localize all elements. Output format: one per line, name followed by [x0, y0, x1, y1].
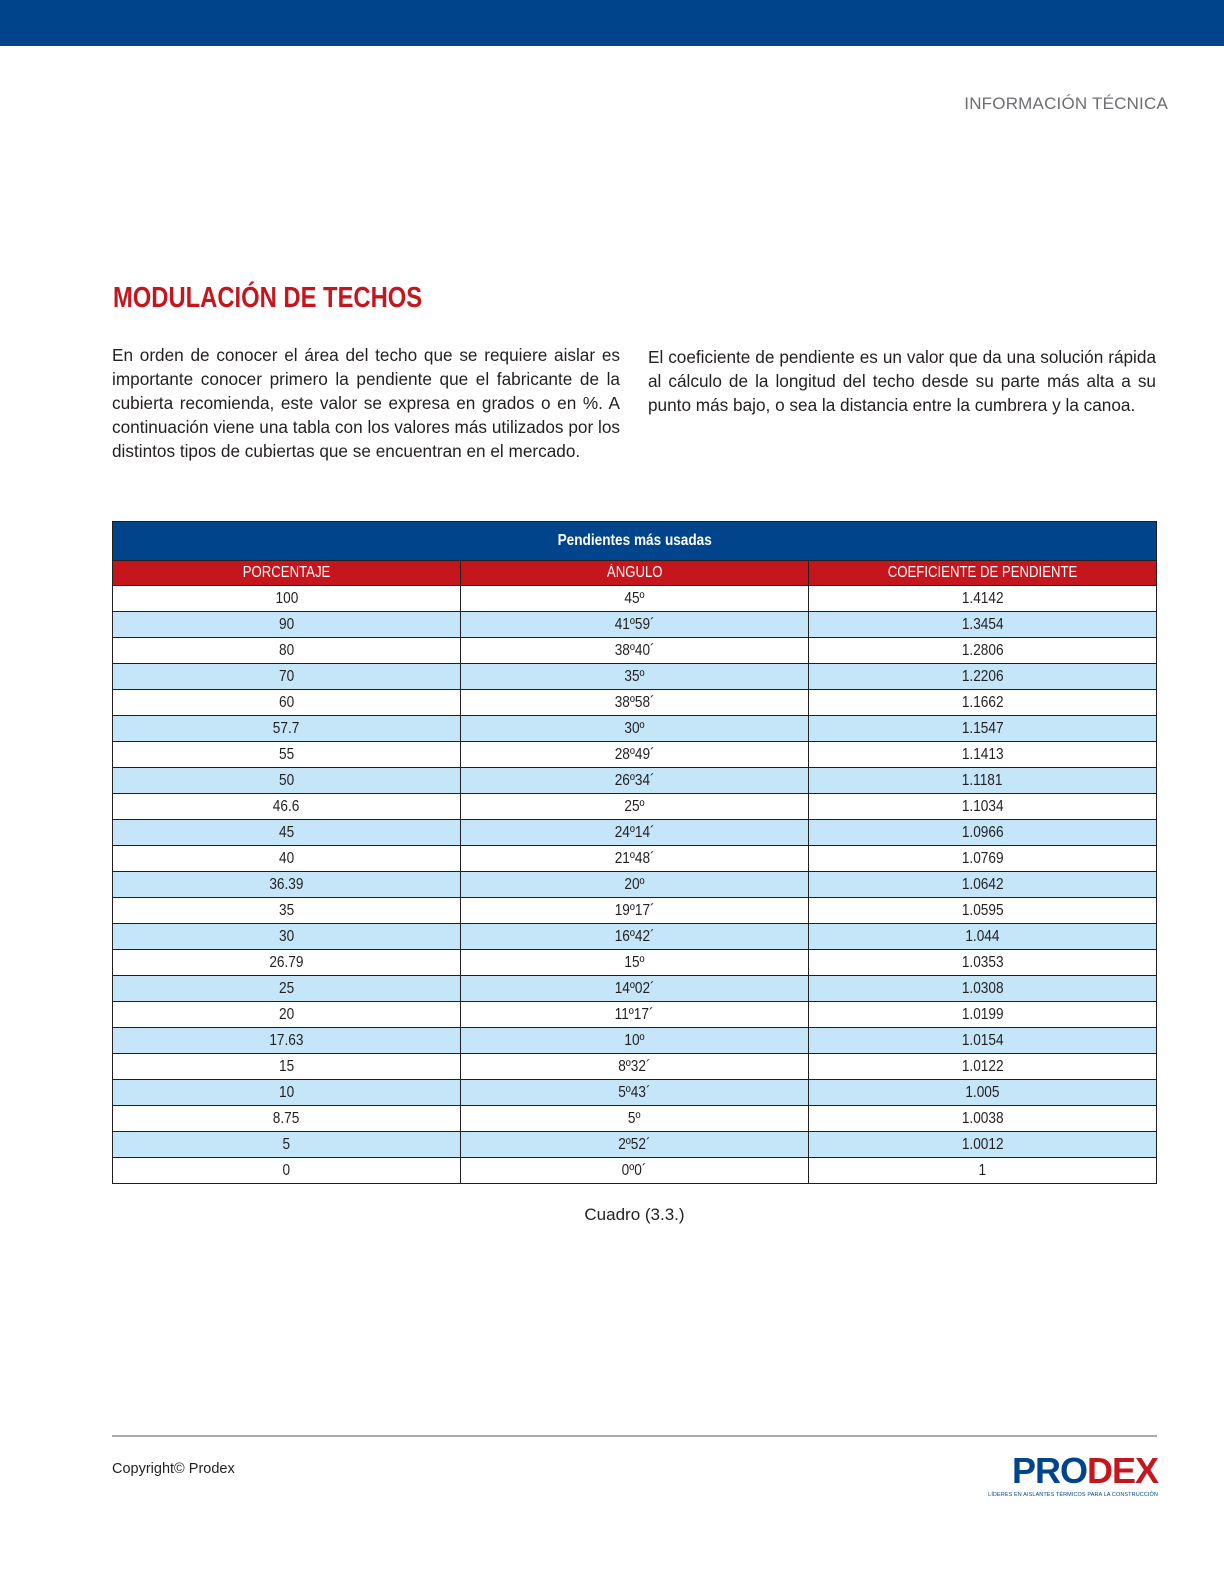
- angle-cell: [461, 1158, 809, 1184]
- percentage-cell: [113, 638, 461, 664]
- cell-value: 35: [278, 901, 295, 919]
- cell-value: 0º0´: [622, 1161, 647, 1179]
- cell-value: 19º17´: [614, 901, 655, 919]
- percentage-cell: [113, 1106, 461, 1132]
- percentage-cell: [113, 898, 461, 924]
- cell-value: 2º52´: [618, 1135, 651, 1153]
- percentage-cell: [113, 1028, 461, 1054]
- column-header-percentage: [113, 561, 461, 586]
- cell-value: 21º48´: [614, 849, 655, 867]
- table-row: [113, 586, 1157, 612]
- percentage-cell: [113, 950, 461, 976]
- angle-cell: [461, 820, 809, 846]
- table-row: [113, 846, 1157, 872]
- angle-cell: [461, 794, 809, 820]
- coefficient-cell: [809, 690, 1157, 716]
- cell-value: 55: [278, 745, 295, 763]
- logo-tagline: LÍDERES EN AISLANTES TÉRMICOS PARA LA CONSTRUCCIÓN: [988, 1492, 1158, 1498]
- table-title-text: Pendientes más usadas: [557, 532, 712, 549]
- angle-cell: [461, 1054, 809, 1080]
- slopes-table: [112, 521, 1157, 1184]
- coefficient-cell: [809, 898, 1157, 924]
- table-title: [113, 522, 1157, 561]
- table-row: [113, 950, 1157, 976]
- cell-value: 1.2806: [961, 641, 1004, 659]
- cell-value: 38º40´: [614, 641, 655, 659]
- cell-value: 14º02´: [614, 979, 655, 997]
- coefficient-cell: [809, 1054, 1157, 1080]
- cell-value: 1.1662: [961, 693, 1004, 711]
- column-header-text: ÁNGULO: [606, 564, 663, 581]
- percentage-cell: [113, 820, 461, 846]
- table-row: [113, 1080, 1157, 1106]
- cell-value: 10: [278, 1083, 295, 1101]
- coefficient-cell: [809, 924, 1157, 950]
- cell-value: 25: [278, 979, 295, 997]
- cell-value: 40: [278, 849, 295, 867]
- cell-value: 10º: [624, 1031, 645, 1049]
- cell-value: 1: [978, 1161, 987, 1179]
- angle-cell: [461, 586, 809, 612]
- coefficient-cell: [809, 794, 1157, 820]
- slopes-table-container: [112, 521, 1157, 1224]
- cell-value: 1.1034: [961, 797, 1004, 815]
- coefficient-cell: [809, 638, 1157, 664]
- percentage-cell: [113, 690, 461, 716]
- cell-value: 0: [282, 1161, 291, 1179]
- table-row: [113, 1002, 1157, 1028]
- coefficient-cell: [809, 872, 1157, 898]
- percentage-cell: [113, 872, 461, 898]
- coefficient-cell: [809, 1080, 1157, 1106]
- coefficient-cell: [809, 1158, 1157, 1184]
- angle-cell: [461, 976, 809, 1002]
- table-row: [113, 976, 1157, 1002]
- table-row: [113, 768, 1157, 794]
- table-row: [113, 820, 1157, 846]
- cell-value: 1.0353: [961, 953, 1004, 971]
- cell-value: 5: [282, 1135, 291, 1153]
- cell-value: 5º: [628, 1109, 641, 1127]
- coefficient-cell: [809, 976, 1157, 1002]
- coefficient-cell: [809, 1002, 1157, 1028]
- angle-cell: [461, 768, 809, 794]
- table-header-row: [113, 561, 1157, 586]
- angle-cell: [461, 1132, 809, 1158]
- cell-value: 90: [278, 615, 295, 633]
- coefficient-cell: [809, 846, 1157, 872]
- cell-value: 1.005: [965, 1083, 1000, 1101]
- percentage-cell: [113, 794, 461, 820]
- angle-cell: [461, 924, 809, 950]
- cell-value: 80: [278, 641, 295, 659]
- cell-value: 36.39: [269, 875, 304, 893]
- section-label: INFORMACIÓN TÉCNICA: [964, 94, 1168, 113]
- cell-value: 1.1181: [962, 771, 1003, 789]
- cell-value: 16º42´: [614, 927, 655, 945]
- cell-value: 30: [278, 927, 295, 945]
- table-row: [113, 924, 1157, 950]
- table-row: [113, 1158, 1157, 1184]
- cell-value: 60: [278, 693, 295, 711]
- cell-value: 38º58´: [614, 693, 655, 711]
- cell-value: 26º34´: [614, 771, 655, 789]
- logo-text-red: DEX: [1086, 1450, 1158, 1491]
- column-header-angle: [461, 561, 809, 586]
- cell-value: 1.2206: [961, 667, 1004, 685]
- cell-value: 1.0308: [961, 979, 1004, 997]
- cell-value: 1.044: [965, 927, 1000, 945]
- cell-value: 1.0642: [961, 875, 1004, 893]
- table-row: [113, 638, 1157, 664]
- cell-value: 1.4142: [961, 589, 1004, 607]
- angle-cell: [461, 1028, 809, 1054]
- table-row: [113, 1106, 1157, 1132]
- table-row: [113, 664, 1157, 690]
- cell-value: 20: [278, 1005, 295, 1023]
- angle-cell: [461, 846, 809, 872]
- column-header-text: PORCENTAJE: [242, 564, 331, 581]
- table-caption: Cuadro (3.3.): [584, 1205, 685, 1224]
- coefficient-cell: [809, 612, 1157, 638]
- coefficient-cell: [809, 820, 1157, 846]
- percentage-cell: [113, 846, 461, 872]
- cell-value: 41º59´: [614, 615, 655, 633]
- cell-value: 57.7: [273, 719, 300, 737]
- intro-paragraph-left: En orden de conocer el área del techo que se requiere aislar es importante conocer primero la pendiente que el fabricante de la cubierta recomienda, este valor se expresa en grados o en %. A continuación viene una tabla con los valores más utilizados por los distintos tipos de cubiertas que se encuentran en el mercado.: [112, 345, 620, 461]
- cell-value: 45º: [624, 589, 645, 607]
- table-row: [113, 872, 1157, 898]
- angle-cell: [461, 950, 809, 976]
- cell-value: 1.0966: [961, 823, 1004, 841]
- percentage-cell: [113, 1080, 461, 1106]
- cell-value: 45: [278, 823, 295, 841]
- percentage-cell: [113, 976, 461, 1002]
- cell-value: 8º32´: [618, 1057, 651, 1075]
- table-row: [113, 742, 1157, 768]
- table-row: [113, 690, 1157, 716]
- percentage-cell: [113, 664, 461, 690]
- cell-value: 20º: [624, 875, 645, 893]
- table-row: [113, 716, 1157, 742]
- cell-value: 1.0199: [961, 1005, 1004, 1023]
- copyright-text: Copyright© Prodex: [112, 1461, 235, 1477]
- cell-value: 1.0769: [961, 849, 1004, 867]
- cell-value: 30º: [624, 719, 645, 737]
- table-row: [113, 1132, 1157, 1158]
- table-row: [113, 898, 1157, 924]
- logo-wordmark: [1011, 1450, 1158, 1491]
- percentage-cell: [113, 1002, 461, 1028]
- coefficient-cell: [809, 768, 1157, 794]
- column-header-coefficient: [809, 561, 1157, 586]
- cell-value: 70: [278, 667, 295, 685]
- cell-value: 24º14´: [614, 823, 655, 841]
- cell-value: 1.0595: [961, 901, 1004, 919]
- angle-cell: [461, 742, 809, 768]
- angle-cell: [461, 716, 809, 742]
- angle-cell: [461, 690, 809, 716]
- column-header-text: COEFICIENTE DE PENDIENTE: [887, 564, 1078, 581]
- cell-value: 35º: [624, 667, 645, 685]
- cell-value: 25º: [624, 797, 645, 815]
- percentage-cell: [113, 586, 461, 612]
- cell-value: 5º43´: [618, 1083, 651, 1101]
- cell-value: 26.79: [269, 953, 304, 971]
- coefficient-cell: [809, 1132, 1157, 1158]
- cell-value: 46.6: [273, 797, 300, 815]
- angle-cell: [461, 872, 809, 898]
- angle-cell: [461, 898, 809, 924]
- cell-value: 1.0122: [961, 1057, 1004, 1075]
- coefficient-cell: [809, 716, 1157, 742]
- cell-value: 8.75: [273, 1109, 300, 1127]
- angle-cell: [461, 1080, 809, 1106]
- table-row: [113, 1028, 1157, 1054]
- coefficient-cell: [809, 1028, 1157, 1054]
- table-body: [113, 586, 1157, 1184]
- coefficient-cell: [809, 950, 1157, 976]
- top-banner: [0, 0, 1224, 46]
- angle-cell: [461, 664, 809, 690]
- angle-cell: [461, 638, 809, 664]
- prodex-logo: [988, 1450, 1158, 1503]
- percentage-cell: [113, 1158, 461, 1184]
- cell-value: 100: [275, 589, 298, 607]
- page-title: MODULACIÓN DE TECHOS: [113, 282, 423, 314]
- cell-value: 1.0038: [961, 1109, 1004, 1127]
- cell-value: 15: [278, 1057, 295, 1075]
- cell-value: 1.0012: [961, 1135, 1004, 1153]
- cell-value: 1.3454: [961, 615, 1004, 633]
- coefficient-cell: [809, 664, 1157, 690]
- cell-value: 50: [278, 771, 295, 789]
- table-row: [113, 1054, 1157, 1080]
- table-row: [113, 612, 1157, 638]
- percentage-cell: [113, 924, 461, 950]
- angle-cell: [461, 1002, 809, 1028]
- percentage-cell: [113, 1054, 461, 1080]
- percentage-cell: [113, 716, 461, 742]
- angle-cell: [461, 1106, 809, 1132]
- intro-paragraph-right: El coeficiente de pendiente es un valor que da una solución rápida al cálculo de la longitud del techo desde su parte más alta a su punto más bajo, o sea la distancia entre la cumbrera y la canoa.: [648, 347, 1156, 415]
- cell-value: 17.63: [269, 1031, 304, 1049]
- cell-value: 15º: [624, 953, 645, 971]
- footer-divider: [112, 1435, 1157, 1437]
- logo-text-blue: PRO: [1011, 1450, 1087, 1491]
- percentage-cell: [113, 768, 461, 794]
- table-title-row: [113, 522, 1157, 561]
- table-row: [113, 794, 1157, 820]
- angle-cell: [461, 612, 809, 638]
- cell-value: 1.1547: [961, 719, 1004, 737]
- coefficient-cell: [809, 1106, 1157, 1132]
- cell-value: 1.0154: [961, 1031, 1004, 1049]
- percentage-cell: [113, 612, 461, 638]
- percentage-cell: [113, 1132, 461, 1158]
- coefficient-cell: [809, 742, 1157, 768]
- cell-value: 28º49´: [614, 745, 655, 763]
- percentage-cell: [113, 742, 461, 768]
- coefficient-cell: [809, 586, 1157, 612]
- cell-value: 1.1413: [961, 745, 1004, 763]
- cell-value: 11º17´: [615, 1005, 654, 1023]
